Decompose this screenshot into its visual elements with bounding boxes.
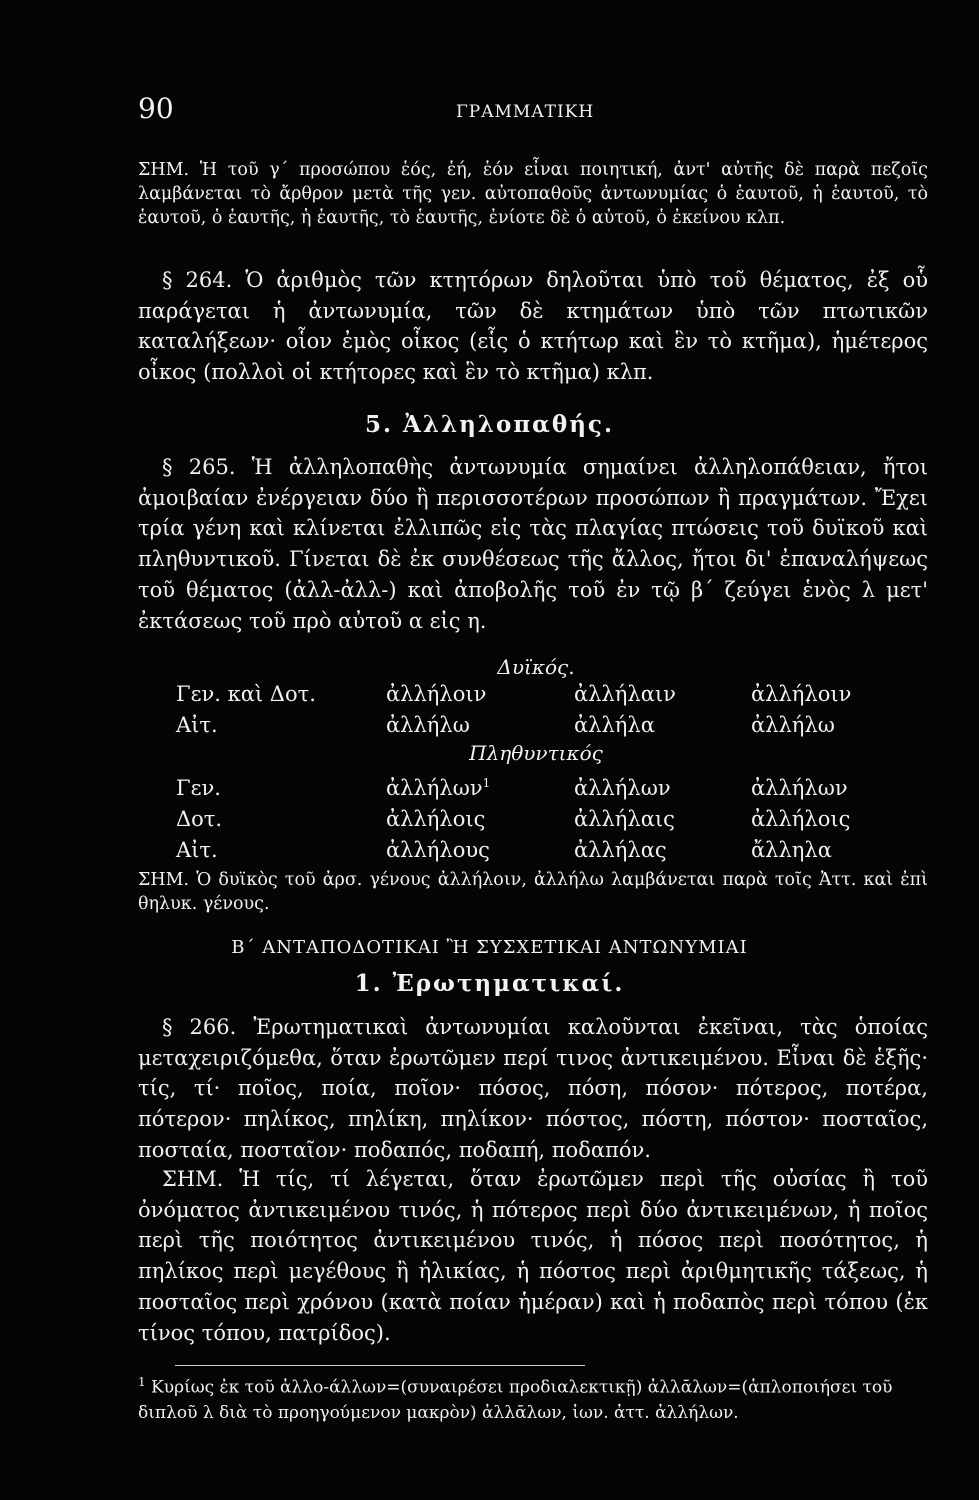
feminine-form: ἀλλήλας	[574, 838, 667, 862]
note-paragraph-3: ΣΗΜ. Ἡ τίς, τί λέγεται, ὅταν ἐρωτῶμεν περὶ τῆς οὐσίας ἢ τοῦ ὀνόματος ἀντικειμένου τινός, ἡ πότερος περὶ δύο ἀντικειμένων, ἡ ποῖος περὶ τῆς ποιότητος ἀντικειμένου τινός, ἡ πόσος περὶ ποσότητος, ἡ πηλίκος περὶ μεγέθους ἢ ἡλικίας, ἡ πόστος περὶ ἀριθμητικῆς τάξεως, ἡ ποσταῖος περὶ χρόνου (κατὰ ποίαν ἡμέραν) καὶ ἡ ποδαπὸς περὶ τόπου (ἐκ τίνος τόπου, πατρίδος).	[138, 1167, 928, 1345]
note-paragraph-1: ΣΗΜ. Ἡ τοῦ γ΄ προσώπου ἑός, ἑή, ἑόν εἶναι ποιητική, ἀντ' αὐτῆς δὲ παρὰ πεζοῖς λαμβάνεται τὸ ἄρθρον μετὰ τῆς γεν. αὐτοπαθοῦς ἀντωνυμίας ὁ ἑαυτοῦ, ἡ ἑαυτοῦ, τὸ ἑαυτοῦ, ὁ ἑαυτῆς, ἡ ἑαυτῆς, τὸ ἑαυτῆς, ἐνίοτε δὲ ὁ αὐτοῦ, ὁ ἐκείνου κλπ.	[138, 160, 928, 228]
masculine-form: ἀλλήλω	[386, 713, 470, 737]
case-label: Αἰτ.	[176, 838, 218, 862]
feminine-form: ἀλλήλα	[574, 713, 655, 737]
table-row	[176, 838, 896, 869]
masculine-form	[386, 776, 490, 800]
section-5-title: 5. Ἀλληλοπαθής.	[365, 411, 614, 438]
section-266-paragraph: § 266. Ἐρωτηματικαὶ ἀντωνυμίαι καλοῦνται ἐκεῖναι, τὰς ὁποίας μεταχειριζόμεθα, ὅταν ἐρωτῶμεν περί τινος ἀντικειμένου. Εἶναι δὲ ἑξῆς· τίς, τί· ποῖος, ποία, ποῖον· πόσος, πόση, πόσον· πότερος, ποτέρα, πότερον· πηλίκος, πηλίκη, πηλίκον· πόστος, πόστη, πόστον· ποσταῖος, ποσταία, ποσταῖον· ποδαπός, ποδαπή, ποδαπόν.	[138, 1015, 928, 1162]
footnote-text: Κυρίως ἐκ τοῦ ἀλλο-άλλων=(συναιρέσει προδιαλεκτικῇ) ἀλλᾱλων=(ἁπλοποιήσει τοῦ διπλοῦ λ διὰ τὸ προηγούμενον μακρὸν) ἀλλᾱλων, ἰων. ἀττ. ἀλλήλων.	[138, 1377, 893, 1423]
neuter-form: ἀλλήλω	[751, 713, 835, 737]
section-1-title: 1. Ἐρωτηματικαί.	[354, 970, 625, 997]
neuter-form: ἀλλήλοιν	[751, 682, 852, 706]
running-title: ΓΡΑΜΜΑΤΙΚΗ	[456, 102, 595, 122]
page-number: 90	[138, 92, 174, 125]
case-label: Γεν. καὶ Δοτ.	[176, 682, 316, 706]
table-row	[176, 807, 896, 838]
masculine-form: ἀλλήλοις	[386, 807, 486, 831]
part-b-heading: Β΄ ΑΝΤΑΠΟΔΟΤΙΚΑΙ Ἢ ΣΥΣΧΕΤΙΚΑΙ ΑΝΤΩΝΥΜΙΑΙ	[231, 937, 748, 958]
form-text: ἀλλήλων	[386, 776, 483, 800]
table-row	[176, 776, 896, 807]
footnote-mark: 1	[138, 1375, 146, 1389]
footnote-divider	[175, 1365, 585, 1366]
neuter-form: ἀλλήλοις	[751, 807, 851, 831]
footnote	[138, 1370, 928, 1426]
table-row	[176, 682, 896, 713]
feminine-form: ἀλλήλων	[574, 776, 671, 800]
case-label: Δοτ.	[176, 807, 223, 831]
page-header	[138, 92, 858, 132]
plural-heading: Πληθυντικός	[469, 741, 603, 765]
neuter-form: ἀλλήλων	[751, 776, 848, 800]
neuter-form: ἄλληλα	[751, 838, 832, 862]
dual-heading: Δυϊκός.	[497, 655, 575, 679]
footnote-marker: 1	[482, 776, 491, 790]
feminine-form: ἀλλήλαιν	[574, 682, 676, 706]
case-label: Αἰτ.	[176, 713, 218, 737]
section-264-paragraph: § 264. Ὁ ἀριθμὸς τῶν κτητόρων δηλοῦται ὑπὸ τοῦ θέματος, ἐξ οὗ παράγεται ἡ ἀντωνυμία, τῶν δὲ κτημάτων ὑπὸ τῶν πτωτικῶν καταλήξεων· οἷον ἐμὸς οἶκος (εἷς ὁ κτήτωρ καὶ ἓν τὸ κτῆμα), ἡμέτερος οἶκος (πολλοὶ οἱ κτήτορες καὶ ἓν τὸ κτῆμα) κλπ.	[138, 268, 928, 385]
note-paragraph-2: ΣΗΜ. Ὁ δυϊκὸς τοῦ ἀρσ. γένους ἀλλήλοιν, ἀλλήλω λαμβάνεται παρὰ τοῖς Ἀττ. καὶ ἐπὶ θηλυκ. γένους.	[138, 870, 928, 914]
masculine-form: ἀλλήλους	[386, 838, 490, 862]
masculine-form: ἀλλήλοιν	[386, 682, 487, 706]
section-265-paragraph: § 265. Ἡ ἀλληλοπαθὴς ἀντωνυμία σημαίνει ἀλληλοπάθειαν, ἤτοι ἀμοιβαίαν ἐνέργειαν δύο ἢ περισσοτέρων προσώπων ἢ πραγμάτων. Ἔχει τρία γένη καὶ κλίνεται ἐλλιπῶς εἰς τὰς πλαγίας πτώσεις τοῦ δυϊκοῦ καὶ πληθυντικοῦ. Γίνεται δὲ ἐκ συνθέσεως τῆς ἄλλος, ἤτοι δι' ἐπαναλήψεως τοῦ θέματος (ἀλλ-ἀλλ-) καὶ ἀποβολῆς τοῦ ἐν τῷ β΄ ζεύγει ἑνὸς λ μετ' ἐκτάσεως τοῦ πρὸ αὐτοῦ α εἰς η.	[138, 455, 928, 633]
table-row	[176, 713, 896, 744]
case-label: Γεν.	[176, 776, 221, 800]
feminine-form: ἀλλήλαις	[574, 807, 675, 831]
